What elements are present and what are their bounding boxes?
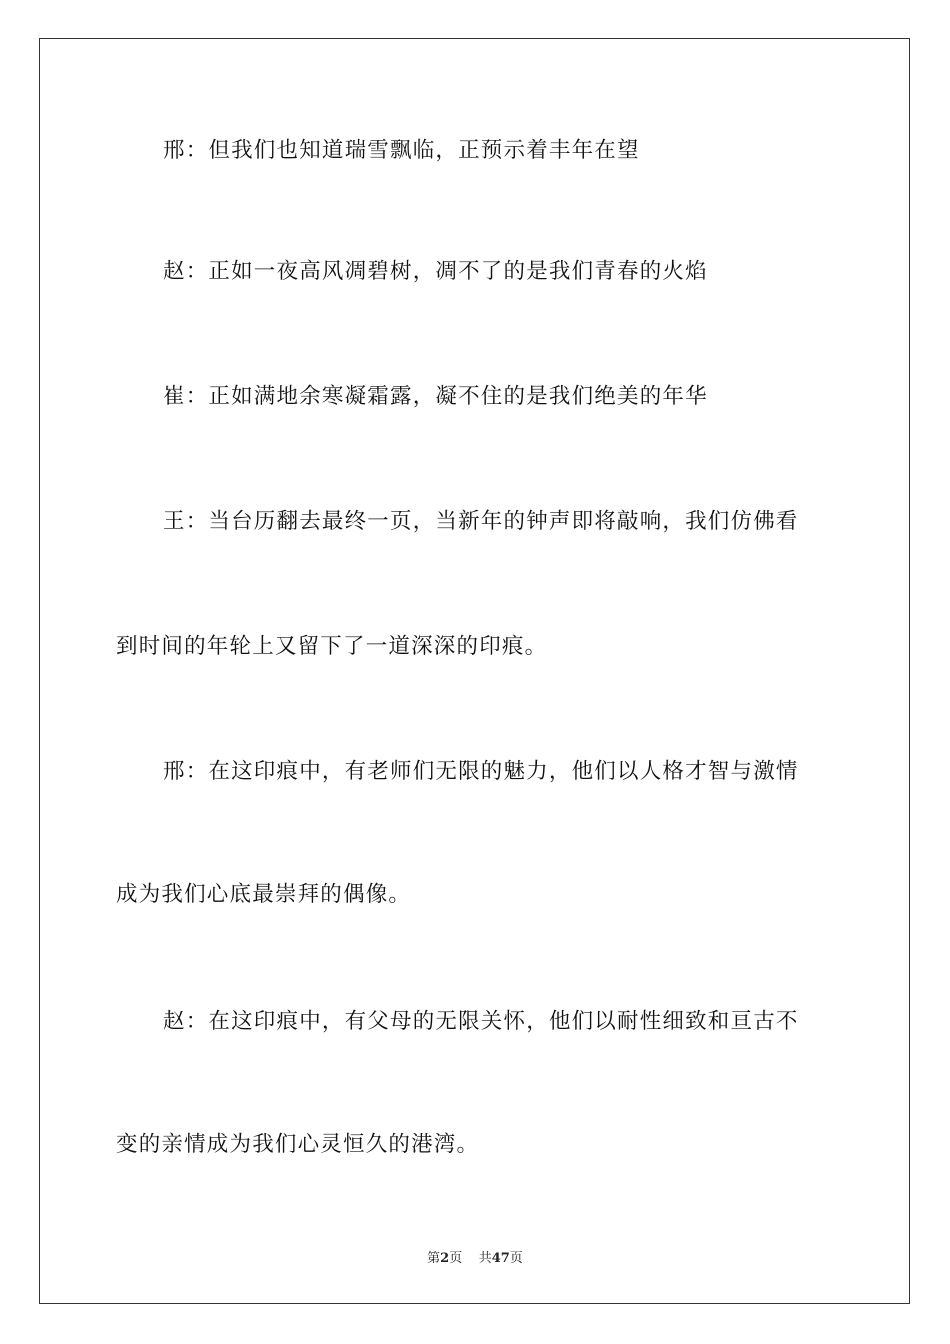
paragraph-line-3: 崔：正如满地余寒凝霜露，凝不住的是我们绝美的年华: [163, 384, 708, 409]
paragraph-line-4: 王：当台历翻去最终一页，当新年的钟声即将敲响，我们仿佛看: [163, 509, 799, 534]
footer-total-prefix: 共: [478, 1251, 492, 1266]
paragraph-line-5: 到时间的年轮上又留下了一道深深的印痕。: [116, 634, 548, 659]
paragraph-line-1: 邢：但我们也知道瑞雪飘临，正预示着丰年在望: [163, 138, 640, 163]
footer-page-number: 2: [440, 1251, 450, 1266]
page-border: [39, 38, 910, 1304]
footer-page-prefix: 第: [427, 1251, 441, 1266]
footer-total-suffix: 页: [509, 1251, 523, 1266]
page-footer: [0, 1247, 950, 1266]
paragraph-line-9: 变的亲情成为我们心灵恒久的港湾。: [116, 1132, 480, 1157]
footer-page-suffix: 页: [449, 1251, 463, 1266]
paragraph-line-8: 赵：在这印痕中，有父母的无限关怀，他们以耐性细致和亘古不: [163, 1009, 799, 1034]
paragraph-line-7: 成为我们心底最崇拜的偶像。: [116, 882, 412, 907]
footer-total-pages: 47: [491, 1251, 510, 1266]
paragraph-line-2: 赵：正如一夜高风凋碧树，凋不了的是我们青春的火焰: [163, 259, 708, 284]
paragraph-line-6: 邢：在这印痕中，有老师们无限的魅力，他们以人格才智与激情: [163, 759, 799, 784]
